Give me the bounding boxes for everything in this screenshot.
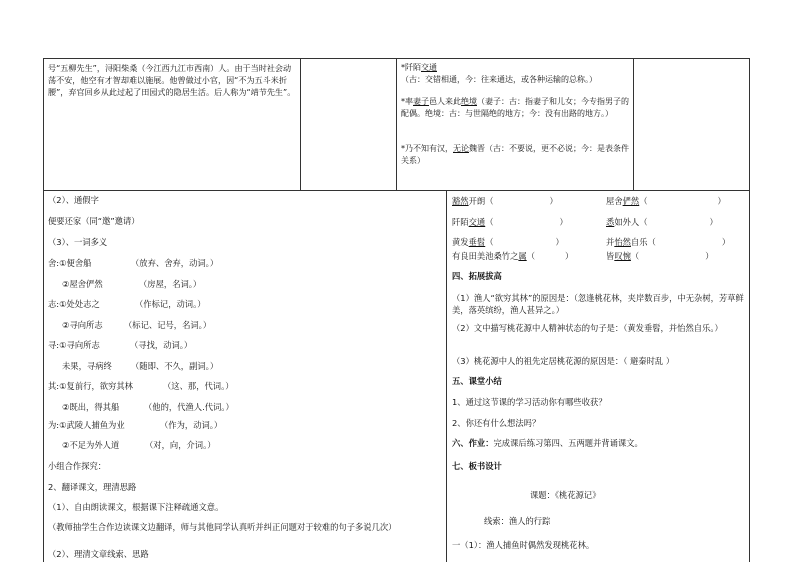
gloss: （作标记，动词。） — [135, 299, 206, 309]
tao-yuanming-bio: 号“五柳先生”，浔阳柴桑（今江西九江市西南）人。由于当时社会动荡不安，他空有才智却难以施展。他曾做过小官，因“不为五斗米折腰”，弃官回乡从此过起了田园式的隐居生活。后人称为“靖节先生”。 — [48, 63, 296, 97]
fill-item: 有良田美池桑竹之属（ ） — [452, 251, 574, 261]
lower-right-border — [749, 191, 750, 562]
fill-item: 屋舍俨然（ ） — [606, 196, 726, 206]
word-xun: 寻:①寻向所志 — [48, 340, 100, 350]
tongjia-heading: （2）、通假字 — [48, 195, 99, 205]
board-title: 课题：《桃花源记》 — [530, 490, 601, 500]
sort-line: （2）、理清文章线索、思路 — [48, 549, 149, 559]
gloss: （放弃、舍弃，动词。） — [131, 258, 219, 268]
gloss: （寻找，动词。） — [130, 340, 193, 350]
read-instruction: （1）、自由朗读课文，根据课下注释疏通文意。 — [48, 502, 224, 512]
board-step-1: 一（1）：渔人捕鱼时偶然发现桃花林。 — [452, 540, 595, 550]
fill-item: 皆叹惋（ ） — [606, 251, 714, 261]
top-mid-cell — [300, 58, 397, 191]
word-she: 舍:①便舍船 — [48, 258, 92, 268]
fill-item: 豁然开朗（ ） — [452, 196, 558, 206]
tongjia-line: 便要还家（同“邀”邀请） — [48, 216, 140, 226]
gloss: （作为，动词。） — [160, 420, 223, 430]
gloss: （标记、记号，名词。） — [124, 320, 212, 330]
teacher-note: （教师抽学生合作边读课文边翻译，师与其他同学认真听并纠正问题对于较难的句子多说几次） — [48, 522, 397, 532]
example: ②既出，得其船 — [62, 402, 120, 412]
fill-item: 阡陌交通（ ） — [452, 217, 568, 227]
fill-item: 并怡然自乐（ ） — [606, 237, 731, 247]
extend-heading: 四、拓展拔高 — [452, 271, 502, 281]
example: ②寻向所志 — [62, 320, 103, 330]
ancient-modern-note-1: *阡陌交通（古：交错相通，今：往来通达，或各种运输的总称。） — [401, 63, 597, 84]
translate-heading: 2、翻译课文，理清思路 — [48, 482, 137, 492]
board-heading: 七、板书设计 — [452, 461, 502, 471]
top-far-cell — [633, 58, 750, 191]
group-explore: 小组合作探究： — [48, 461, 107, 471]
gloss: （这、那，代词。） — [163, 381, 234, 391]
ancient-modern-note-3: *乃不知有汉，无论魏晋（古：不要说，更不必说；今：是表条件关系） — [401, 144, 629, 165]
lower-mid-border — [446, 191, 447, 562]
word-qi: 其:①复前行，欲穷其林 — [48, 381, 133, 391]
example: 未果，寻病终 — [62, 361, 112, 371]
question-2: （2）文中描写桃花源中人精神状态的句子是：（黄发垂髫，并怡然自乐。） — [452, 323, 723, 333]
question-3: （3）桃花源中人的祖先定居桃花源的原因是：（ 避秦时乱 ） — [452, 356, 675, 366]
question-1: （1）渔人“欲穷其林”的原因是：（忽逢桃花林，夹岸数百步，中无杂树，芳草鲜美，落英缤纷，渔人甚异之。） — [452, 293, 744, 315]
example: ②屋舍俨然 — [62, 279, 103, 289]
word-wei: 为:①武陵人捕鱼为业 — [48, 420, 125, 430]
gloss: （对，向，介词。） — [145, 440, 216, 450]
example: ②不足为外人道 — [62, 440, 120, 450]
homework: 六、作业：完成课后练习第四、五两题并背诵课文。 — [452, 438, 643, 448]
fill-item: 黄发垂髫（ ） — [452, 237, 564, 247]
gloss: （随即、不久，副词。） — [131, 361, 219, 371]
summary-q1: 1、通过这节课的学习活动你有哪些收获？ — [452, 397, 607, 407]
gloss: （房屋，名词。） — [139, 279, 202, 289]
summary-heading: 五、课堂小结 — [452, 376, 502, 386]
summary-q2: 2、你还有什么想法吗？ — [452, 418, 541, 428]
ancient-modern-note-2: *率妻子邑人来此绝境（妻子：古：指妻子和儿女；今专指男子的配偶。绝境：古：与世隔绝的地方；今：没有出路的地方。） — [401, 97, 629, 118]
fill-item: 悉如外人（ ） — [606, 217, 718, 227]
lower-left-border — [43, 191, 44, 562]
gloss: （他的，代渔人.代词。） — [144, 402, 234, 412]
duoyi-heading: （3）、一词多义 — [48, 237, 108, 247]
word-zhi: 志:①处处志之 — [48, 299, 100, 309]
board-clue: 线索：渔人的行踪 — [484, 516, 551, 526]
